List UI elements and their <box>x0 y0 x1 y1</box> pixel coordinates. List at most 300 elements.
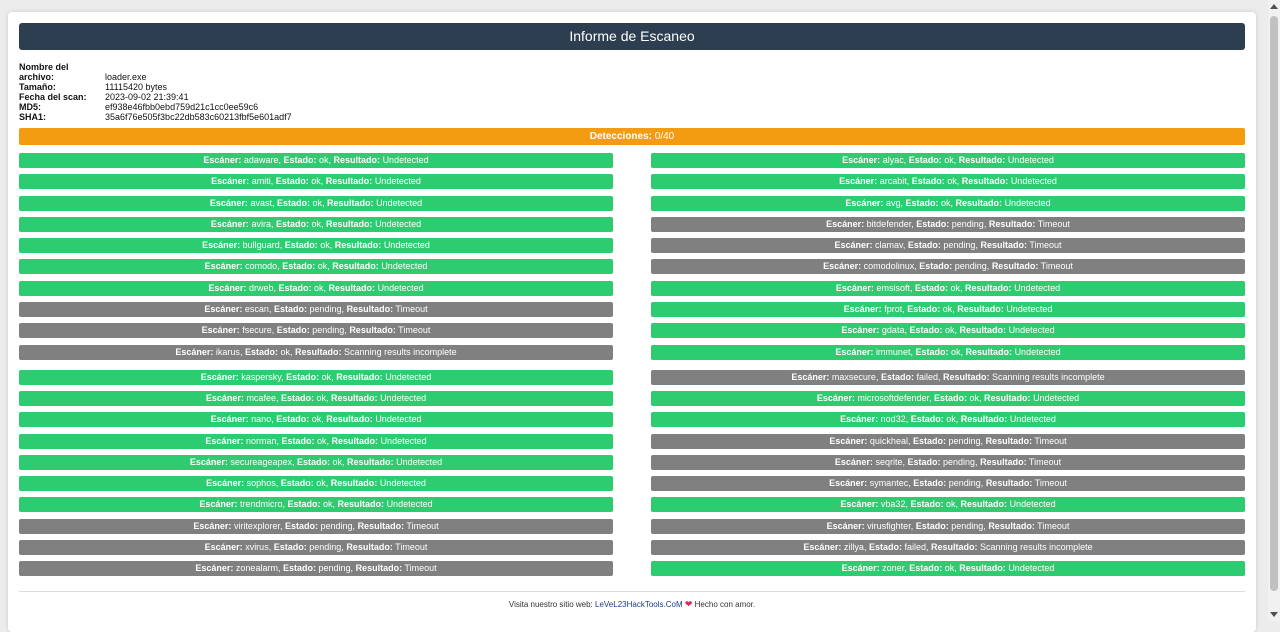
state-value: ok <box>317 435 327 446</box>
state-value: ok <box>314 282 324 293</box>
scanner-name: clamav <box>875 240 903 251</box>
result-label: Resultado: <box>326 414 373 425</box>
result-value: Undetected <box>375 218 422 229</box>
result-value: Undetected <box>374 176 421 187</box>
scanner-result-norman: Escáner: norman, Estado: ok, Resultado: Undetected <box>19 434 613 449</box>
state-value: pending <box>312 325 345 336</box>
result-label: Resultado: <box>326 218 373 229</box>
state-value: ok <box>946 499 956 510</box>
state-value: ok <box>320 240 330 251</box>
result-label: Resultado: <box>349 325 396 336</box>
state-value: ok <box>312 197 323 208</box>
detections-label: Detecciones: <box>589 131 652 142</box>
detections-bar <box>19 128 1245 145</box>
scanner-column-left <box>19 153 613 583</box>
scanner-column-right <box>651 153 1245 583</box>
scanner-result-drweb: Escáner: drweb, Estado: ok, Resultado: Undetected <box>19 281 613 296</box>
scroll-up-arrow-icon[interactable] <box>1270 4 1278 9</box>
state-label: Estado: <box>280 478 314 489</box>
scanner-name: vba32 <box>880 499 906 510</box>
file-size-value: 11115420 bytes <box>105 82 168 92</box>
scanner-label: Escáner: <box>845 197 884 208</box>
result-label: Resultado: <box>965 282 1012 293</box>
scanner-label: Escáner: <box>829 435 868 446</box>
state-label: Estado: <box>913 478 947 489</box>
state-value: pending <box>309 304 342 315</box>
result-label: Resultado: <box>337 499 385 510</box>
scanner-label: Escáner: <box>205 392 244 403</box>
scanner-result-vba32: Escáner: vba32, Estado: ok, Resultado: Undetected <box>651 497 1245 512</box>
result-value: Undetected <box>380 435 427 446</box>
state-label: Estado: <box>281 435 315 446</box>
scanner-result-alyac: Escáner: alyac, Estado: ok, Resultado: Undetected <box>651 153 1245 168</box>
state-label: Estado: <box>282 261 316 272</box>
result-value: Timeout <box>395 304 428 315</box>
scanner-result-comodo: Escáner: comodo, Estado: ok, Resultado: Undetected <box>19 259 613 274</box>
state-label: Estado: <box>273 542 307 553</box>
state-value: ok <box>944 155 954 165</box>
scanner-result-nod32: Escáner: nod32, Estado: ok, Resultado: Undetected <box>651 412 1245 427</box>
result-label: Resultado: <box>931 542 978 553</box>
scanner-label: Escáner: <box>829 478 868 489</box>
result-value: Undetected <box>380 392 427 403</box>
state-value: ok <box>311 414 322 425</box>
result-label: Resultado: <box>333 155 381 165</box>
result-label: Resultado: <box>961 176 1009 187</box>
footer <box>19 591 1245 622</box>
scanner-label: Escáner: <box>199 499 238 510</box>
result-value: Scanning results incomplete <box>992 371 1105 382</box>
scanner-name: gdata <box>881 325 905 336</box>
scan-date-row <box>19 92 619 102</box>
scanner-result-quickheal: Escáner: quickheal, Estado: pending, Resultado: Timeout <box>651 434 1245 449</box>
scanner-label: Escáner: <box>791 371 830 382</box>
scanner-label: Escáner: <box>211 176 250 187</box>
footer-visit-text: Visita nuestro sitio web: <box>508 600 593 609</box>
result-value: Undetected <box>1004 197 1051 208</box>
sha1-label: SHA1: <box>19 112 47 122</box>
scanner-name: escan <box>244 304 269 315</box>
scanner-label: Escáner: <box>842 155 881 165</box>
state-value: ok <box>951 346 961 357</box>
state-value: failed <box>904 542 926 553</box>
state-label: Estado: <box>284 520 318 531</box>
state-label: Estado: <box>868 542 902 553</box>
result-value: Timeout <box>398 325 431 336</box>
result-label: Resultado: <box>331 435 379 446</box>
state-label: Estado: <box>909 325 943 336</box>
result-label: Resultado: <box>943 371 990 382</box>
scanner-name: nod32 <box>880 414 906 425</box>
scanner-label: Escáner: <box>209 197 248 208</box>
scanner-name: fsecure <box>242 325 272 336</box>
result-value: Undetected <box>385 371 432 382</box>
state-value: pending <box>309 542 342 553</box>
result-value: Undetected <box>379 478 426 489</box>
result-label: Resultado: <box>346 542 393 553</box>
result-value: Timeout <box>406 520 439 531</box>
state-value: pending <box>951 520 984 531</box>
scanner-label: Escáner: <box>193 520 232 531</box>
state-label: Estado: <box>910 414 944 425</box>
result-label: Resultado: <box>357 520 405 531</box>
scanner-label: Escáner: <box>826 520 865 531</box>
result-value: Timeout <box>1034 435 1067 446</box>
result-label: Resultado: <box>346 304 394 315</box>
scanner-result-escan: Escáner: escan, Estado: pending, Resultado: Timeout <box>19 302 613 317</box>
result-label: Resultado: <box>959 325 1007 336</box>
result-label: Resultado: <box>960 414 1008 425</box>
scanner-result-zonealarm: Escáner: zonealarm, Estado: pending, Resultado: Timeout <box>19 561 613 576</box>
scanner-result-avira: Escáner: avira, Estado: ok, Resultado: Undetected <box>19 217 613 232</box>
result-value: Undetected <box>381 261 428 272</box>
scanner-name: quickheal <box>869 435 908 446</box>
scanner-label: Escáner: <box>204 542 243 553</box>
result-value: Timeout <box>1029 240 1062 251</box>
state-value: ok <box>316 392 327 403</box>
result-value: Undetected <box>1009 499 1056 510</box>
result-label: Resultado: <box>325 176 373 187</box>
result-label: Resultado: <box>958 155 1006 165</box>
scanner-name: comodolinux <box>863 261 915 272</box>
scanner-result-comodolinux: Escáner: comodolinux, Estado: pending, Resultado: Timeout <box>651 259 1245 274</box>
result-value: Undetected <box>375 414 422 425</box>
md5-row <box>19 102 619 112</box>
scanner-name: amiti <box>251 176 271 187</box>
result-label: Resultado: <box>331 392 378 403</box>
scanner-result-fprot: Escáner: fprot, Estado: ok, Resultado: Undetected <box>651 302 1245 317</box>
scanner-result-microsoftdefender: Escáner: microsoftdefender, Estado: ok, Resultado: Undetected <box>651 391 1245 406</box>
scanner-result-kaspersky: Escáner: kaspersky, Estado: ok, Resultado: Undetected <box>19 370 613 385</box>
state-label: Estado: <box>911 176 945 187</box>
state-label: Estado: <box>283 155 317 165</box>
scanner-label: Escáner: <box>202 240 241 251</box>
result-label: Resultado: <box>328 282 376 293</box>
state-value: ok <box>969 392 980 403</box>
file-info <box>19 62 619 122</box>
scanner-result-gdata: Escáner: gdata, Estado: ok, Resultado: Undetected <box>651 323 1245 338</box>
scanner-name: microsoftdefender <box>857 392 929 403</box>
state-label: Estado: <box>905 197 939 208</box>
scanner-result-amiti: Escáner: amiti, Estado: ok, Resultado: Undetected <box>19 174 613 189</box>
result-label: Resultado: <box>332 261 379 272</box>
result-label: Resultado: <box>988 218 1036 229</box>
scanner-name: adaware <box>243 155 279 165</box>
state-label: Estado: <box>916 218 950 229</box>
result-label: Resultado: <box>985 478 1033 489</box>
scanner-result-zoner: Escáner: zoner, Estado: ok, Resultado: Undetected <box>651 561 1245 576</box>
scanner-result-xvirus: Escáner: xvirus, Estado: pending, Resultado: Timeout <box>19 540 613 555</box>
scanner-result-fsecure: Escáner: fsecure, Estado: pending, Resultado: Timeout <box>19 323 613 338</box>
result-value: Timeout <box>404 563 437 574</box>
scanner-label: Escáner: <box>205 435 244 446</box>
scanner-result-mcafee: Escáner: mcafee, Estado: ok, Resultado: Undetected <box>19 391 613 406</box>
result-value: Undetected <box>1010 176 1057 187</box>
scanner-label: Escáner: <box>210 218 249 229</box>
scanner-name: viritexplorer <box>233 520 280 531</box>
scanner-label: Escáner: <box>195 563 234 574</box>
scanner-name: zoner <box>882 563 905 574</box>
scanner-name: trendmicro <box>239 499 283 510</box>
scanner-name: bullguard <box>242 240 280 251</box>
result-value: Timeout <box>395 542 428 553</box>
result-label: Resultado: <box>988 520 1035 531</box>
scanner-name: alyac <box>882 155 904 165</box>
scanner-result-bullguard: Escáner: bullguard, Estado: ok, Resultado: Undetected <box>19 238 613 253</box>
result-label: Resultado: <box>336 371 383 382</box>
result-label: Resultado: <box>330 478 378 489</box>
scanner-result-trendmicro: Escáner: trendmicro, Estado: ok, Resultado: Undetected <box>19 497 613 512</box>
scanner-result-avast: Escáner: avast, Estado: ok, Resultado: Undetected <box>19 196 613 211</box>
state-label: Estado: <box>914 282 948 293</box>
state-value: pending <box>943 456 976 467</box>
scanner-result-arcabit: Escáner: arcabit, Estado: ok, Resultado: Undetected <box>651 174 1245 189</box>
state-value: ok <box>947 176 957 187</box>
state-value: pending <box>948 435 981 446</box>
scanner-label: Escáner: <box>816 392 855 403</box>
scanner-result-ikarus: Escáner: ikarus, Estado: ok, Resultado: Scanning results incomplete <box>19 345 613 360</box>
result-value: Undetected <box>1007 155 1054 165</box>
report-card <box>8 12 1256 632</box>
scanner-label: Escáner: <box>834 456 873 467</box>
result-label: Resultado: <box>295 346 342 357</box>
result-value: Timeout <box>1040 261 1073 272</box>
state-value: ok <box>319 155 329 165</box>
state-label: Estado: <box>907 304 941 315</box>
result-value: Scanning results incomplete <box>344 346 457 357</box>
scanner-label: Escáner: <box>803 542 842 553</box>
result-value: Undetected <box>1008 325 1055 336</box>
state-label: Estado: <box>275 218 309 229</box>
md5-value: ef938e46fbb0ebd759d21c1cc0ee59c6 <box>105 102 259 112</box>
scanner-label: Escáner: <box>823 261 862 272</box>
state-value: failed <box>916 371 938 382</box>
scan-date-label: Fecha del scan: <box>19 92 87 102</box>
scanner-name: arcabit <box>879 176 907 187</box>
vertical-scrollbar[interactable] <box>1268 0 1280 621</box>
scanner-name: emsisoft <box>876 282 910 293</box>
state-label: Estado: <box>907 456 941 467</box>
scanner-label: Escáner: <box>208 282 247 293</box>
state-label: Estado: <box>276 325 310 336</box>
scanner-label: Escáner: <box>843 304 882 315</box>
state-value: ok <box>280 346 290 357</box>
result-value: Timeout <box>1037 218 1070 229</box>
result-label: Resultado: <box>347 456 394 467</box>
scanner-result-bitdefender: Escáner: bitdefender, Estado: pending, Resultado: Timeout <box>651 217 1245 232</box>
scanner-label: Escáner: <box>840 414 879 425</box>
state-value: ok <box>946 414 956 425</box>
result-value: Undetected <box>377 282 424 293</box>
scanner-result-virusfighter: Escáner: virusfighter, Estado: pending, Resultado: Timeout <box>651 519 1245 534</box>
heart-icon: ❤ <box>684 599 693 609</box>
state-label: Estado: <box>909 563 943 574</box>
scanner-label: Escáner: <box>839 176 878 187</box>
result-value: Undetected <box>386 499 433 510</box>
report-header <box>19 23 1245 50</box>
result-value: Undetected <box>1033 392 1080 403</box>
state-label: Estado: <box>919 261 953 272</box>
scanner-name: drweb <box>248 282 274 293</box>
state-value: ok <box>311 218 322 229</box>
scanner-name: ikarus <box>215 346 240 357</box>
scanner-result-zillya: Escáner: zillya, Estado: failed, Resultado: Scanning results incomplete <box>651 540 1245 555</box>
file-name-row <box>19 62 619 82</box>
scanner-name: symantec <box>869 478 909 489</box>
result-label: Resultado: <box>955 197 1003 208</box>
scanner-name: nano <box>251 414 272 425</box>
scanner-name: sophos <box>246 478 276 489</box>
scanner-label: Escáner: <box>189 456 228 467</box>
scanner-result-adaware: Escáner: adaware, Estado: ok, Resultado: Undetected <box>19 153 613 168</box>
file-name-value: loader.exe <box>105 72 147 82</box>
scanner-label: Escáner: <box>204 261 243 272</box>
scanner-name: secureageapex <box>230 456 292 467</box>
scroll-down-arrow-icon[interactable] <box>1270 612 1278 617</box>
result-value: Undetected <box>396 456 443 467</box>
result-label: Resultado: <box>327 197 374 208</box>
scanner-name: bitdefender <box>866 218 912 229</box>
state-label: Estado: <box>296 456 330 467</box>
state-value: ok <box>942 304 953 315</box>
state-value: ok <box>941 197 951 208</box>
scanner-label: Escáner: <box>210 414 249 425</box>
state-value: ok <box>945 325 955 336</box>
state-label: Estado: <box>275 176 309 187</box>
scanner-name: avg <box>885 197 901 208</box>
state-label: Estado: <box>278 282 312 293</box>
scanner-result-immunet: Escáner: immunet, Estado: ok, Resultado: Undetected <box>651 345 1245 360</box>
scanner-result-emsisoft: Escáner: emsisoft, Estado: ok, Resultado: Undetected <box>651 281 1245 296</box>
state-label: Estado: <box>273 304 307 315</box>
scanner-result-avg: Escáner: avg, Estado: ok, Resultado: Undetected <box>651 196 1245 211</box>
state-value: pending <box>943 240 976 251</box>
scanner-result-nano: Escáner: nano, Estado: ok, Resultado: Undetected <box>19 412 613 427</box>
state-label: Estado: <box>915 346 949 357</box>
result-label: Resultado: <box>960 499 1008 510</box>
scanner-label: Escáner: <box>840 499 879 510</box>
scanner-label: Escáner: <box>175 346 214 357</box>
scanner-result-maxsecure: Escáner: maxsecure, Estado: failed, Resultado: Scanning results incomplete <box>651 370 1245 385</box>
state-label: Estado: <box>284 240 318 251</box>
state-label: Estado: <box>910 499 944 510</box>
scanner-label: Escáner: <box>200 371 239 382</box>
scanner-label: Escáner: <box>201 325 240 336</box>
result-value: Undetected <box>1014 346 1061 357</box>
scanner-name: seqrite <box>875 456 903 467</box>
scanner-label: Escáner: <box>835 346 874 357</box>
state-value: pending <box>320 520 353 531</box>
md5-label: MD5: <box>19 102 41 112</box>
scanner-label: Escáner: <box>834 240 873 251</box>
page-title: Informe de Escaneo <box>569 28 695 44</box>
scanner-result-symantec: Escáner: symantec, Estado: pending, Resultado: Timeout <box>651 476 1245 491</box>
file-name-label: Nombre del archivo: <box>19 62 69 82</box>
scanner-name: norman <box>245 435 277 446</box>
state-label: Estado: <box>280 392 314 403</box>
state-label: Estado: <box>907 240 941 251</box>
result-label: Resultado: <box>985 435 1033 446</box>
state-label: Estado: <box>880 371 914 382</box>
file-size-row <box>19 82 619 92</box>
scanner-name: avast <box>250 197 272 208</box>
scanner-name: zonealarm <box>235 563 278 574</box>
scanner-name: zillya <box>843 542 864 553</box>
scan-date-value: 2023-09-02 21:39:41 <box>105 92 189 102</box>
website-link[interactable]: LeVeL23HackTools.CoM <box>595 600 683 609</box>
scanner-name: avira <box>251 218 271 229</box>
sha1-value: 35a6f76e505f3bc22db583c60213fbf5e601adf7 <box>105 112 292 122</box>
result-label: Resultado: <box>965 346 1013 357</box>
result-label: Resultado: <box>959 563 1006 574</box>
scanner-result-viritexplorer: Escáner: viritexplorer, Estado: pending, Resultado: Timeout <box>19 519 613 534</box>
scanner-name: immunet <box>875 346 911 357</box>
state-label: Estado: <box>915 520 949 531</box>
state-value: ok <box>311 176 321 187</box>
result-value: Scanning results incomplete <box>980 542 1093 553</box>
state-value: pending <box>948 478 981 489</box>
state-value: pending <box>951 218 984 229</box>
file-size-label: Tamaño: <box>19 82 56 92</box>
state-value: pending <box>954 261 987 272</box>
state-value: pending <box>318 563 351 574</box>
scanner-label: Escáner: <box>826 218 865 229</box>
scanner-label: Escáner: <box>204 304 243 315</box>
result-value: Undetected <box>1009 414 1056 425</box>
state-value: ok <box>317 261 328 272</box>
result-label: Resultado: <box>355 563 403 574</box>
state-value: ok <box>323 499 333 510</box>
footer-made-with: Hecho con amor. <box>694 600 756 609</box>
state-label: Estado: <box>282 563 316 574</box>
result-label: Resultado: <box>984 392 1031 403</box>
scanner-name: xvirus <box>245 542 269 553</box>
state-value: ok <box>332 456 343 467</box>
scanner-label: Escáner: <box>841 563 880 574</box>
state-value: ok <box>321 371 332 382</box>
state-label: Estado: <box>912 435 946 446</box>
scanner-result-clamav: Escáner: clamav, Estado: pending, Resultado: Timeout <box>651 238 1245 253</box>
state-label: Estado: <box>908 155 942 165</box>
scanner-name: mcafee <box>246 392 276 403</box>
scrollbar-thumb[interactable] <box>1270 16 1278 591</box>
scanner-label: Escáner: <box>203 155 242 165</box>
result-value: Undetected <box>1006 304 1053 315</box>
result-value: Timeout <box>1034 478 1067 489</box>
result-value: Timeout <box>1037 520 1070 531</box>
scanner-name: fprot <box>884 304 903 315</box>
state-label: Estado: <box>276 414 310 425</box>
state-label: Estado: <box>276 197 310 208</box>
result-value: Undetected <box>382 155 429 165</box>
state-label: Estado: <box>244 346 278 357</box>
result-value: Undetected <box>1008 563 1055 574</box>
result-value: Undetected <box>376 197 423 208</box>
result-label: Resultado: <box>980 240 1027 251</box>
result-label: Resultado: <box>334 240 382 251</box>
state-value: ok <box>316 478 326 489</box>
scanner-label: Escáner: <box>841 325 880 336</box>
result-label: Resultado: <box>957 304 1004 315</box>
result-label: Resultado: <box>991 261 1039 272</box>
state-label: Estado: <box>933 392 967 403</box>
sha1-row <box>19 112 619 122</box>
state-label: Estado: <box>286 371 320 382</box>
scanner-result-seqrite: Escáner: seqrite, Estado: pending, Resultado: Timeout <box>651 455 1245 470</box>
scanner-result-sophos: Escáner: sophos, Estado: ok, Resultado: Undetected <box>19 476 613 491</box>
state-label: Estado: <box>287 499 321 510</box>
scanner-label: Escáner: <box>206 478 245 489</box>
